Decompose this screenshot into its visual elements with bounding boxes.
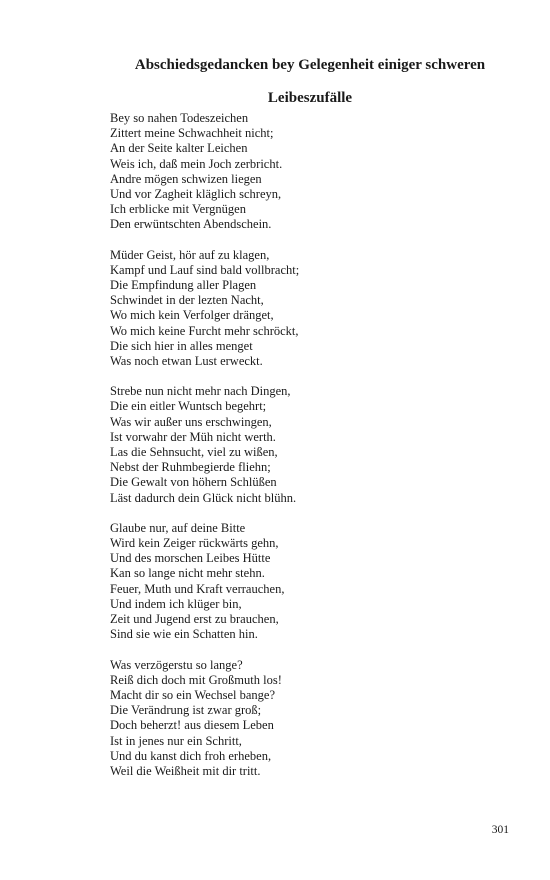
poem-line: Die Empfindung aller Plagen [110,278,257,293]
poem-line: Weis ich, daß mein Joch zerbricht. [110,156,283,171]
poem-line: Doch beherzt! aus diesem Leben [110,718,274,733]
poem-line: Zeit und Jugend erst zu brauchen, [110,612,279,627]
poem-body [110,111,510,794]
poem-line: Wird kein Zeiger rückwärts gehn, [110,536,279,551]
poem-line: Macht dir so ein Wechsel bange? [110,687,276,702]
poem-line: Müder Geist, hör auf zu klagen, [110,247,270,262]
poem-line: Wo mich kein Verfolger dränget, [110,308,274,323]
poem-title-line-2: Leibeszufälle [267,90,353,106]
poem-line: Kan so lange nicht mehr stehn. [110,566,265,581]
stanza-3 [110,384,510,506]
poem-title-line-1: Abschiedsgedancken bey Gelegenheit einiger schweren [134,57,486,73]
poem-line: Las die Sehnsucht, viel zu wißen, [110,445,278,460]
stanza-4 [110,521,510,643]
poem-line: Andre mögen schwizen liegen [110,171,262,186]
stanza-1 [110,111,510,233]
poem-line: Und vor Zagheit kläglich schreyn, [110,187,282,202]
poem-line: Wo mich keine Furcht mehr schröckt, [110,323,299,338]
poem-line: Zittert meine Schwachheit nicht; [110,126,274,141]
poem-line: Und indem ich klüger bin, [110,596,242,611]
poem-line: Was noch etwan Lust erweckt. [110,354,263,369]
poem-line: Bey so nahen Todeszeichen [110,111,249,125]
poem-line: Sind sie wie ein Schatten hin. [110,627,258,642]
poem-line: Ist vorwahr der Müh nicht werth. [110,429,276,444]
poem-line: Den erwüntschten Abendschein. [110,217,272,232]
poem-line: Ich erblicke mit Vergnügen [110,202,246,217]
poem-line: Die Verändrung ist zwar groß; [110,703,262,718]
poem-line: Läst dadurch dein Glück nicht blühn. [110,490,297,505]
poem-line: Was wir außer uns erschwingen, [110,414,272,429]
poem-line: Die sich hier in alles menget [110,338,253,353]
poem-line: Was verzögerstu so lange? [110,657,243,672]
poem-line: Ist in jenes nur ein Schritt, [110,733,242,748]
poem-line: Die ein eitler Wuntsch begehrt; [110,399,267,414]
poem-line: Die Gewalt von höhern Schlüßen [110,475,277,490]
poem-line: Kampf und Lauf sind bald vollbracht; [110,262,300,277]
page-number: 301 [491,824,509,836]
poem-line: Strebe nun nicht mehr nach Dingen, [110,384,291,399]
stanza-5 [110,658,510,780]
poem-line: Feuer, Muth und Kraft verrauchen, [110,581,285,596]
poem-line: Reiß dich doch mit Großmuth los! [110,672,282,687]
poem-line: Und des morschen Leibes Hütte [110,551,271,566]
stanza-2 [110,248,510,370]
poem-line: An der Seite kalter Leichen [110,141,248,156]
poem-line: Schwindet in der lezten Nacht, [110,293,264,308]
poem-line: Glaube nur, auf deine Bitte [110,520,246,535]
poem-line: Weil die Weißheit mit dir tritt. [110,763,261,778]
poem-line: Nebst der Ruhmbegierde fliehn; [110,460,271,475]
poem-line: Und du kanst dich froh erheben, [110,748,272,763]
